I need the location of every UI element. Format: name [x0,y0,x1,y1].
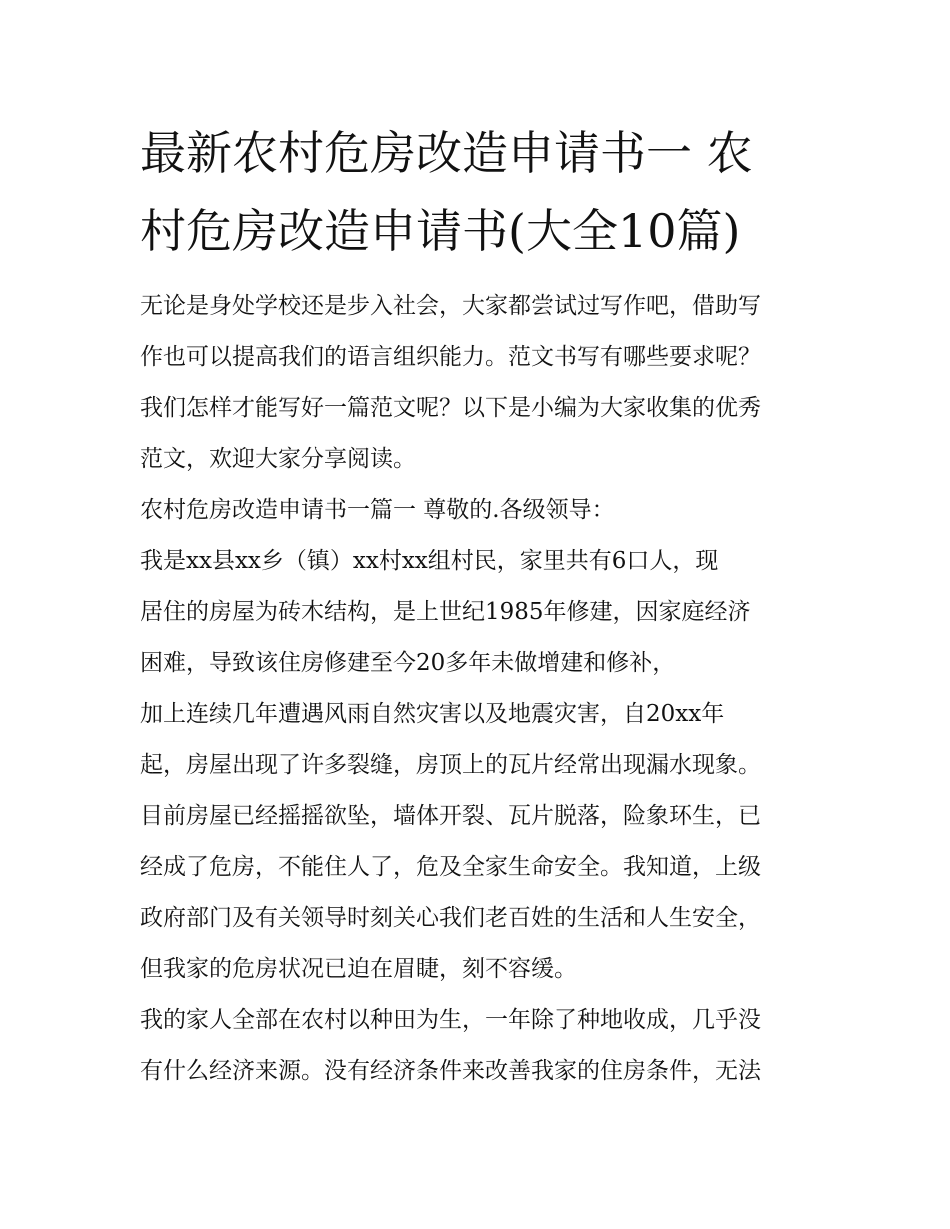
paragraph-line: 但我家的危房状况已迫在眉睫，刻不容缓。 [140,956,577,982]
paragraph-line: 目前房屋已经摇摇欲坠，墙体开裂、瓦片脱落，险象环生，已 [140,803,761,829]
title-line: 村危房改造申请书(大全10篇) [140,204,741,258]
paragraph-line: 我的家人全部在农村以种田为生，一年除了种地收成，几乎没 [140,1007,761,1033]
paragraph-line: 我们怎样才能写好一篇范文呢？以下是小编为大家收集的优秀 [140,395,761,421]
paragraph-line: 起，房屋出现了许多裂缝，房顶上的瓦片经常出现漏水现象。 [140,752,761,778]
paragraph-line: 困难，导致该住房修建至今20多年未做增建和修补， [140,650,676,676]
document-body [140,281,820,1097]
paragraph-line: 加上连续几年遭遇风雨自然灾害以及地震灾害，自20xx年 [140,701,725,727]
document-title [140,114,820,270]
paragraph-line: 政府部门及有关领导时刻关心我们老百姓的生活和人生安全， [140,905,761,931]
paragraph-line: 范文，欢迎大家分享阅读。 [140,446,416,472]
paragraph-line: 我是xx县xx乡（镇）xx村xx组村民，家里共有6口人，现 [140,548,719,574]
title-line: 最新农村危房改造申请书一 农 [140,126,753,180]
paragraph-line: 无论是身处学校还是步入社会，大家都尝试过写作吧，借助写 [140,293,761,319]
paragraph-line: 有什么经济来源。没有经济条件来改善我家的住房条件，无法 [140,1058,761,1084]
paragraph-line: 作也可以提高我们的语言组织能力。范文书写有哪些要求呢？ [140,344,761,370]
section-heading-line: 农村危房改造申请书一篇一 尊敬的.各级领导： [140,497,615,523]
paragraph-line: 经成了危房，不能住人了，危及全家生命安全。我知道，上级 [140,854,761,880]
paragraph-line: 居住的房屋为砖木结构，是上世纪1985年修建，因家庭经济 [140,599,751,625]
